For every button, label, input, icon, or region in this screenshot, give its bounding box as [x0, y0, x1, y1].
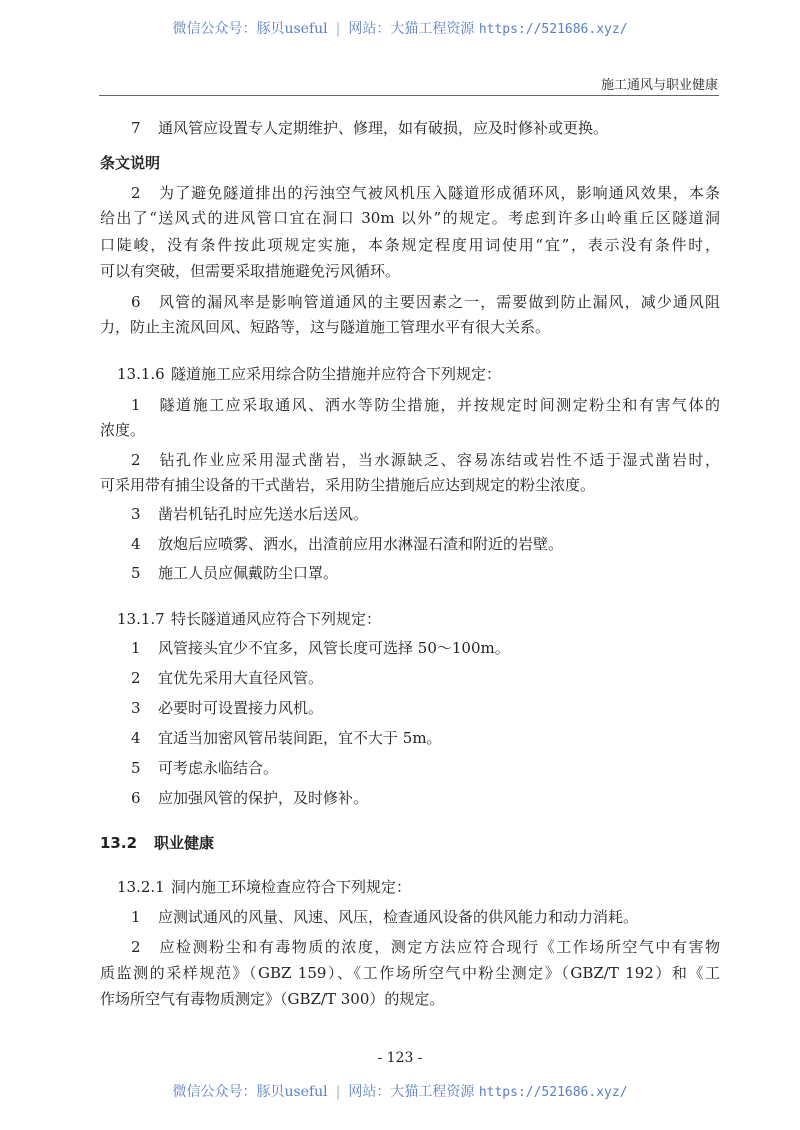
item-number: 5 [131, 759, 141, 777]
line-text: 浓度。 [100, 421, 146, 439]
item-number: 7 [131, 119, 141, 137]
running-head: 施工通风与职业健康 [600, 78, 718, 93]
text-line [131, 533, 563, 555]
item-number: 6 [131, 789, 141, 807]
clause-heading [117, 608, 381, 630]
item-number: 3 [131, 699, 141, 717]
text-line [100, 988, 444, 1010]
watermark-separator: | [335, 1084, 341, 1100]
text-line [100, 474, 595, 496]
text-line [131, 291, 720, 313]
text-line [131, 697, 323, 719]
text-line [131, 637, 510, 659]
line-text: 宜适当加密风管吊装间距，宜不大于 5m。 [158, 729, 442, 747]
item-number: 13.1.6 [117, 365, 165, 383]
line-text: 钻孔作业应采用湿式凿岩，当水源缺乏、容易冻结或岩性不适于湿式凿岩时， [158, 451, 720, 469]
line-text: 为了避免隧道排出的污浊空气被风机压入隧道形成循环风，影响通风效果，本条 [158, 184, 720, 202]
text-line [131, 117, 608, 139]
text-line [100, 260, 400, 282]
line-text: 施工人员应佩戴防尘口罩。 [158, 564, 339, 582]
line-text: 必要时可设置接力风机。 [158, 699, 324, 717]
section-heading [100, 152, 160, 174]
line-text: 力，防止主流风回风、短路等，这与隧道施工管理水平有很大关系。 [100, 318, 551, 336]
text-line [100, 207, 720, 229]
line-text: 应检测粉尘和有毒物质的浓度，测定方法应符合现行《工作场所空气中有害物 [158, 938, 720, 956]
text-line [100, 234, 720, 256]
item-number: 2 [131, 184, 141, 202]
line-text: 作场所空气有毒物质测定》（GBZ/T 300）的规定。 [100, 990, 445, 1008]
clause-heading [117, 363, 501, 385]
text-line [100, 962, 720, 984]
watermark-site: 网站：大猫工程资源 [348, 21, 475, 37]
line-text: 凿岩机钻孔时应先送水后送风。 [158, 505, 369, 523]
watermark-wechat: 微信公众号：豚贝useful [172, 21, 328, 37]
text-line [131, 394, 720, 416]
item-number: 3 [131, 505, 141, 523]
item-number: 5 [131, 564, 141, 582]
line-text: 给出了“送风式的进风管口宜在洞口 30m 以外”的规定。考虑到许多山岭重丘区隧道洞 [100, 209, 720, 227]
page-number: - 123 - [377, 1050, 423, 1066]
watermark-site: 网站：大猫工程资源 [348, 1084, 475, 1100]
item-number: 2 [131, 938, 141, 956]
clause-heading [100, 832, 214, 854]
watermark-wechat: 微信公众号：豚贝useful [172, 1084, 328, 1100]
line-text: 质监测的采样规范》（GBZ 159）、《工作场所空气中粉尘测定》（GBZ/T 192）和《工 [100, 964, 720, 982]
text-line [131, 906, 638, 928]
item-number: 2 [131, 451, 141, 469]
text-line [131, 787, 368, 809]
text-line [131, 449, 720, 471]
text-line [131, 562, 338, 584]
text-line [131, 667, 323, 689]
header-rule [99, 95, 719, 96]
watermark-url[interactable]: https://521686.xyz/ [478, 1085, 628, 1100]
line-text: 风管接头宜少不宜多，风管长度可选择 50～100m。 [158, 639, 510, 657]
item-number: 6 [131, 293, 141, 311]
watermark-bottom [0, 1081, 800, 1101]
line-text: 特长隧道通风应符合下列规定： [171, 610, 382, 628]
line-text: 隧道施工应采取通风、洒水等防尘措施，并按规定时间测定粉尘和有害气体的 [158, 396, 720, 414]
clause-heading [117, 876, 411, 898]
text-line [131, 727, 442, 749]
line-text: 可采用带有捕尘设备的干式凿岩，采用防尘措施后应达到规定的粉尘浓度。 [100, 476, 596, 494]
item-number: 4 [131, 535, 141, 553]
text-line [131, 503, 368, 525]
item-number: 2 [131, 669, 141, 687]
watermark-url[interactable]: https://521686.xyz/ [478, 22, 628, 37]
item-number: 13.2.1 [117, 878, 165, 896]
line-text: 应测试通风的风量、风速、风压，检查通风设备的供风能力和动力消耗。 [158, 908, 639, 926]
text-line [131, 182, 720, 204]
watermark-top [0, 18, 800, 38]
text-line [131, 936, 720, 958]
text-line [100, 419, 145, 441]
watermark-separator: | [335, 21, 341, 37]
line-text: 洞内施工环境检查应符合下列规定： [171, 878, 412, 896]
line-text: 放炮后应喷雾、洒水，出渣前应用水淋湿石渣和附近的岩壁。 [158, 535, 564, 553]
item-number: 1 [131, 639, 141, 657]
line-text: 可考虑永临结合。 [158, 759, 279, 777]
line-text: 条文说明 [100, 154, 161, 172]
line-text: 隧道施工应采用综合防尘措施并应符合下列规定： [171, 365, 502, 383]
text-line [100, 316, 550, 338]
line-text: 风管的漏风率是影响管道通风的主要因素之一，需要做到防止漏风，减少通风阻 [158, 293, 720, 311]
item-number: 4 [131, 729, 141, 747]
item-number: 1 [131, 396, 141, 414]
line-text: 口陡峻，没有条件按此项规定实施，本条规定程度用词使用“宜”，表示没有条件时， [100, 236, 720, 254]
item-number: 13.1.7 [117, 610, 165, 628]
item-number: 13.2 [100, 834, 138, 852]
line-text: 宜优先采用大直径风管。 [158, 669, 324, 687]
line-text: 通风管应设置专人定期维护、修理，如有破损，应及时修补或更换。 [158, 119, 609, 137]
item-number: 1 [131, 908, 141, 926]
line-text: 可以有突破，但需要采取措施避免污风循环。 [100, 262, 401, 280]
line-text: 应加强风管的保护，及时修补。 [158, 789, 369, 807]
line-text: 职业健康 [154, 834, 215, 852]
text-line [131, 757, 278, 779]
